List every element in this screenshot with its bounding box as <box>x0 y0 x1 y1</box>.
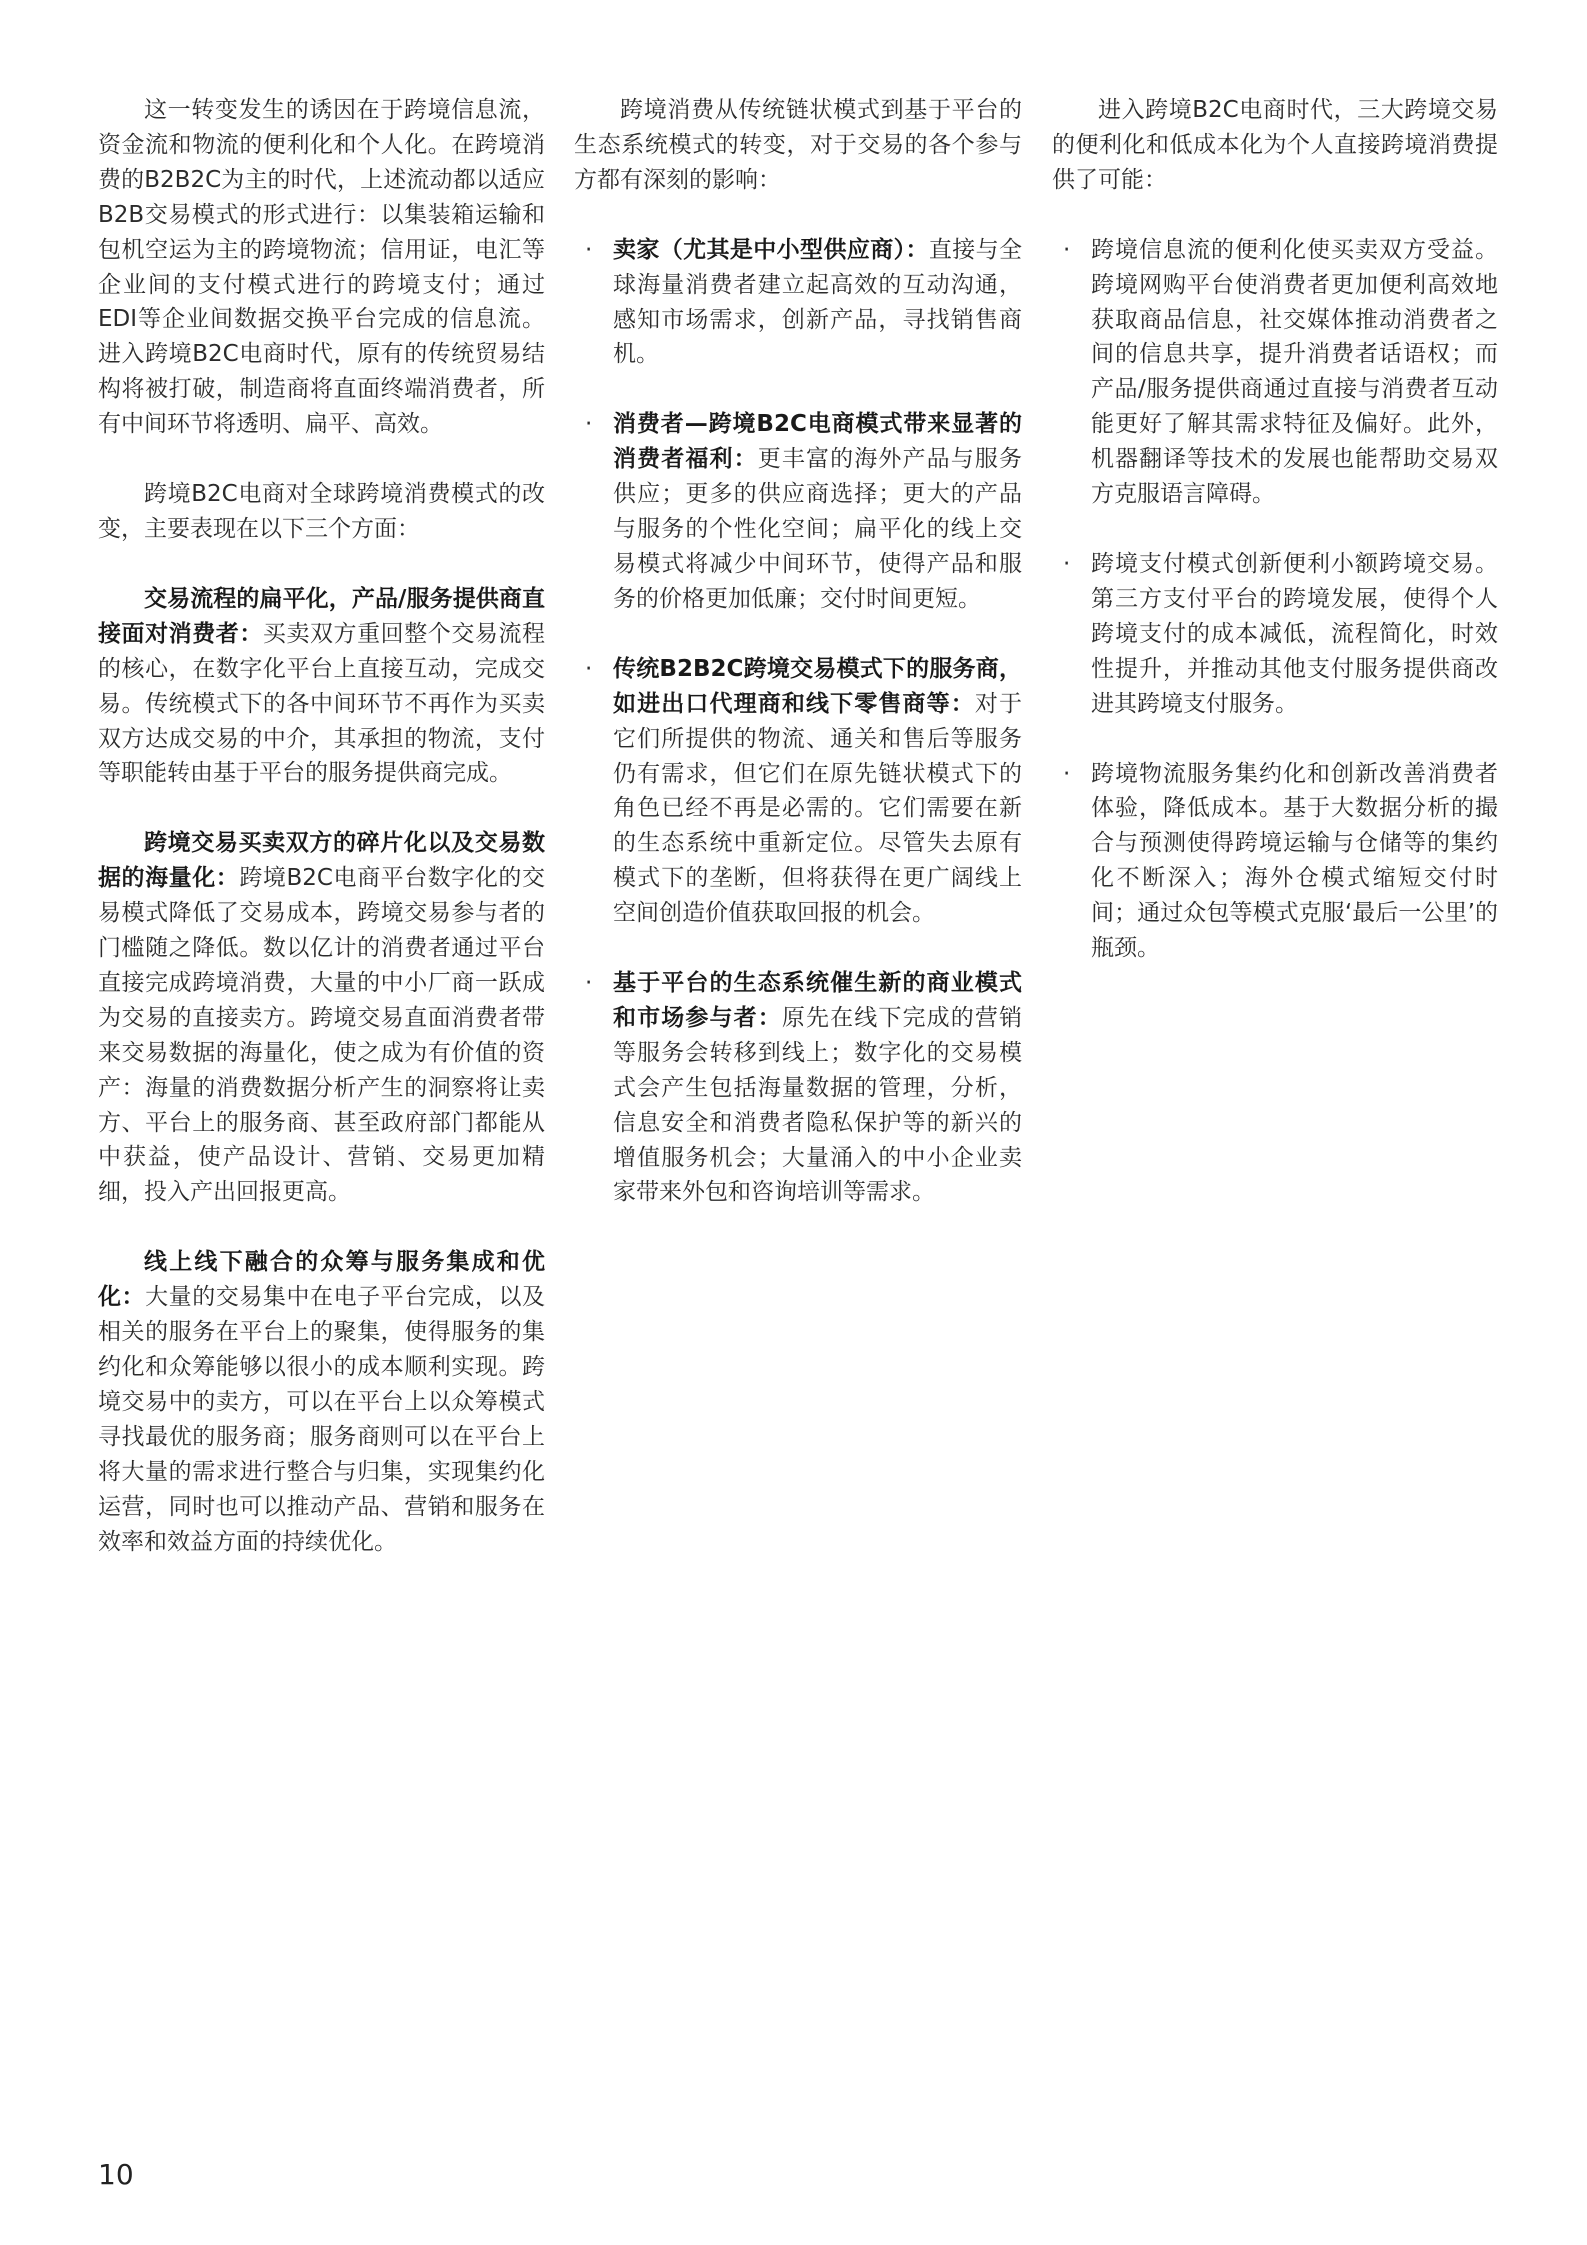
item-text: 跨境信息流的便利化使买卖双方受益。跨境网购平台使消费者更加便利高效地获取商品信息，社交媒体推动消费者之间的信息共享，提升消费者话语权；而产品/服务提供商通过直接与消费者互动能更好了解其需求特征及偏好。此外，机器翻译等技术的发展也能帮助交易双方克服语言障碍。 <box>1091 236 1498 508</box>
paragraph <box>98 582 545 791</box>
item-heading: 卖家（尤其是中小型供应商）： <box>613 236 929 263</box>
bullet-icon: · <box>1063 236 1071 263</box>
item-text: 原先在线下完成的营销等服务会转移到线上；数字化的交易模式会产生包括海量数据的管理，分析，信息安全和消费者隐私保护等的新兴的增值服务机会；大量涌入的中小企业卖家带来外包和咨询培训等需求。 <box>613 1004 1022 1206</box>
paragraph-text: 大量的交易集中在电子平台完成，以及相关的服务在平台上的聚集，使得服务的集约化和众筹能够以很小的成本顺利实现。跨境交易中的卖方，可以在平台上以众筹模式寻找最优的服务商；服务商则可以在平台上将大量的需求进行整合与归集，实现集约化运营，同时也可以推动产品、营销和服务在效率和效益方面的持续优化。 <box>98 1284 546 1555</box>
item-text: 更丰富的海外产品与服务供应；更多的供应商选择；更大的产品与服务的个性化空间；扁平化的线上交易模式将减少中间环节，使得产品和服务的价格更加低廉；交付时间更短。 <box>613 446 1022 612</box>
intro-paragraph: 跨境消费从传统链状模式到基于平台的生态系统模式的转变，对于交易的各个参与方都有深刻的影响： <box>574 97 1022 193</box>
bullet-list <box>1052 233 1498 966</box>
paragraph <box>98 826 545 1210</box>
bullet-icon: · <box>1063 760 1071 787</box>
paragraph-heading: 跨境交易买卖双方的碎片化以及交易数据的海量化： <box>98 830 545 892</box>
paragraph-text: 买卖双方重回整个交易流程的核心，在数字化平台上直接互动，完成交易。传统模式下的各中间环节不再作为买卖双方达成交易的中介，其承担的物流，支付等职能转由基于平台的服务提供商完成。 <box>98 620 546 787</box>
list-item <box>574 407 1022 616</box>
bullet-list <box>574 233 1022 1211</box>
paragraph <box>98 1245 545 1559</box>
item-heading: 消费者—跨境B2C电商模式带来显著的消费者福利： <box>613 411 1022 473</box>
bullet-icon: · <box>1063 550 1071 577</box>
page-number: 10 <box>98 2158 134 2191</box>
column-1 <box>98 93 545 1594</box>
paragraph <box>98 477 545 547</box>
bullet-icon: · <box>585 970 593 997</box>
bullet-icon: · <box>585 655 593 682</box>
list-item <box>1052 757 1498 966</box>
column-2 <box>574 93 1022 1245</box>
paragraph-heading: 交易流程的扁平化，产品/服务提供商直接面对消费者： <box>98 585 545 647</box>
item-text: 对于它们所提供的物流、通关和售后等服务仍有需求，但它们在原先链状模式下的角色已经不再是必需的。它们需要在新的生态系统中重新定位。尽管失去原有模式下的垄断，但将获得在更广阔线上空间创造价值获取回报的机会。 <box>613 690 1022 927</box>
paragraph-heading: 线上线下融合的众筹与服务集成和优化： <box>98 1249 545 1311</box>
paragraph-text: 跨境B2C电商对全球跨境消费模式的改变，主要表现在以下三个方面： <box>98 481 545 542</box>
column-3 <box>1052 93 1498 1001</box>
list-item <box>574 233 1022 373</box>
list-item <box>1052 547 1498 722</box>
item-text: 跨境物流服务集约化和创新改善消费者体验，降低成本。基于大数据分析的撮合与预测使得跨境运输与仓储等的集约化不断深入；海外仓模式缩短交付时间；通过众包等模式克服‘最后一公里’的瓶颈。 <box>1091 760 1498 962</box>
bullet-icon: · <box>585 236 593 263</box>
item-text: 直接与全球海量消费者建立起高效的互动沟通，感知市场需求，创新产品，寻找销售商机。 <box>613 236 1023 368</box>
paragraph-text: 跨境B2C电商平台数字化的交易模式降低了交易成本，跨境交易参与者的门槛随之降低。数以亿计的消费者通过平台直接完成跨境消费，大量的中小厂商一跃成为交易的直接卖方。跨境交易直面消费者带来交易数据的海量化，使之成为有价值的资产：海量的消费数据分析产生的洞察将让卖方、平台上的服务商、甚至政府部门都能从中获益，使产品设计、营销、交易更加精细，投入产出回报更高。 <box>98 865 545 1206</box>
item-heading: 传统B2B2C跨境交易模式下的服务商，如进出口代理商和线下零售商等： <box>613 655 1022 717</box>
item-text: 跨境支付模式创新便利小额跨境交易。第三方支付平台的跨境发展，使得个人跨境支付的成本减低，流程简化，时效性提升，并推动其他支付服务提供商改进其跨境支付服务。 <box>1091 550 1498 717</box>
bullet-icon: · <box>585 411 593 438</box>
paragraph-text: 这一转变发生的诱因在于跨境信息流，资金流和物流的便利化和个人化。在跨境消费的B2B2C为主的时代，上述流动都以适应B2B交易模式的形式进行：以集装箱运输和包机空运为主的跨境物流；信用证，电汇等企业间的支付模式进行的跨境支付；通过EDI等企业间数据交换平台完成的信息流。进入跨境B2C电商时代，原有的传统贸易结构将被打破，制造商将直面终端消费者，所有中间环节将透明、扁平、高效。 <box>98 97 545 438</box>
list-item <box>1052 233 1498 512</box>
intro-paragraph: 进入跨境B2C电商时代，三大跨境交易的便利化和低成本化为个人直接跨境消费提供了可能： <box>1052 97 1498 193</box>
list-item <box>574 652 1022 931</box>
paragraph <box>98 93 545 442</box>
list-item <box>574 966 1022 1210</box>
item-heading: 基于平台的生态系统催生新的商业模式和市场参与者： <box>613 970 1022 1031</box>
